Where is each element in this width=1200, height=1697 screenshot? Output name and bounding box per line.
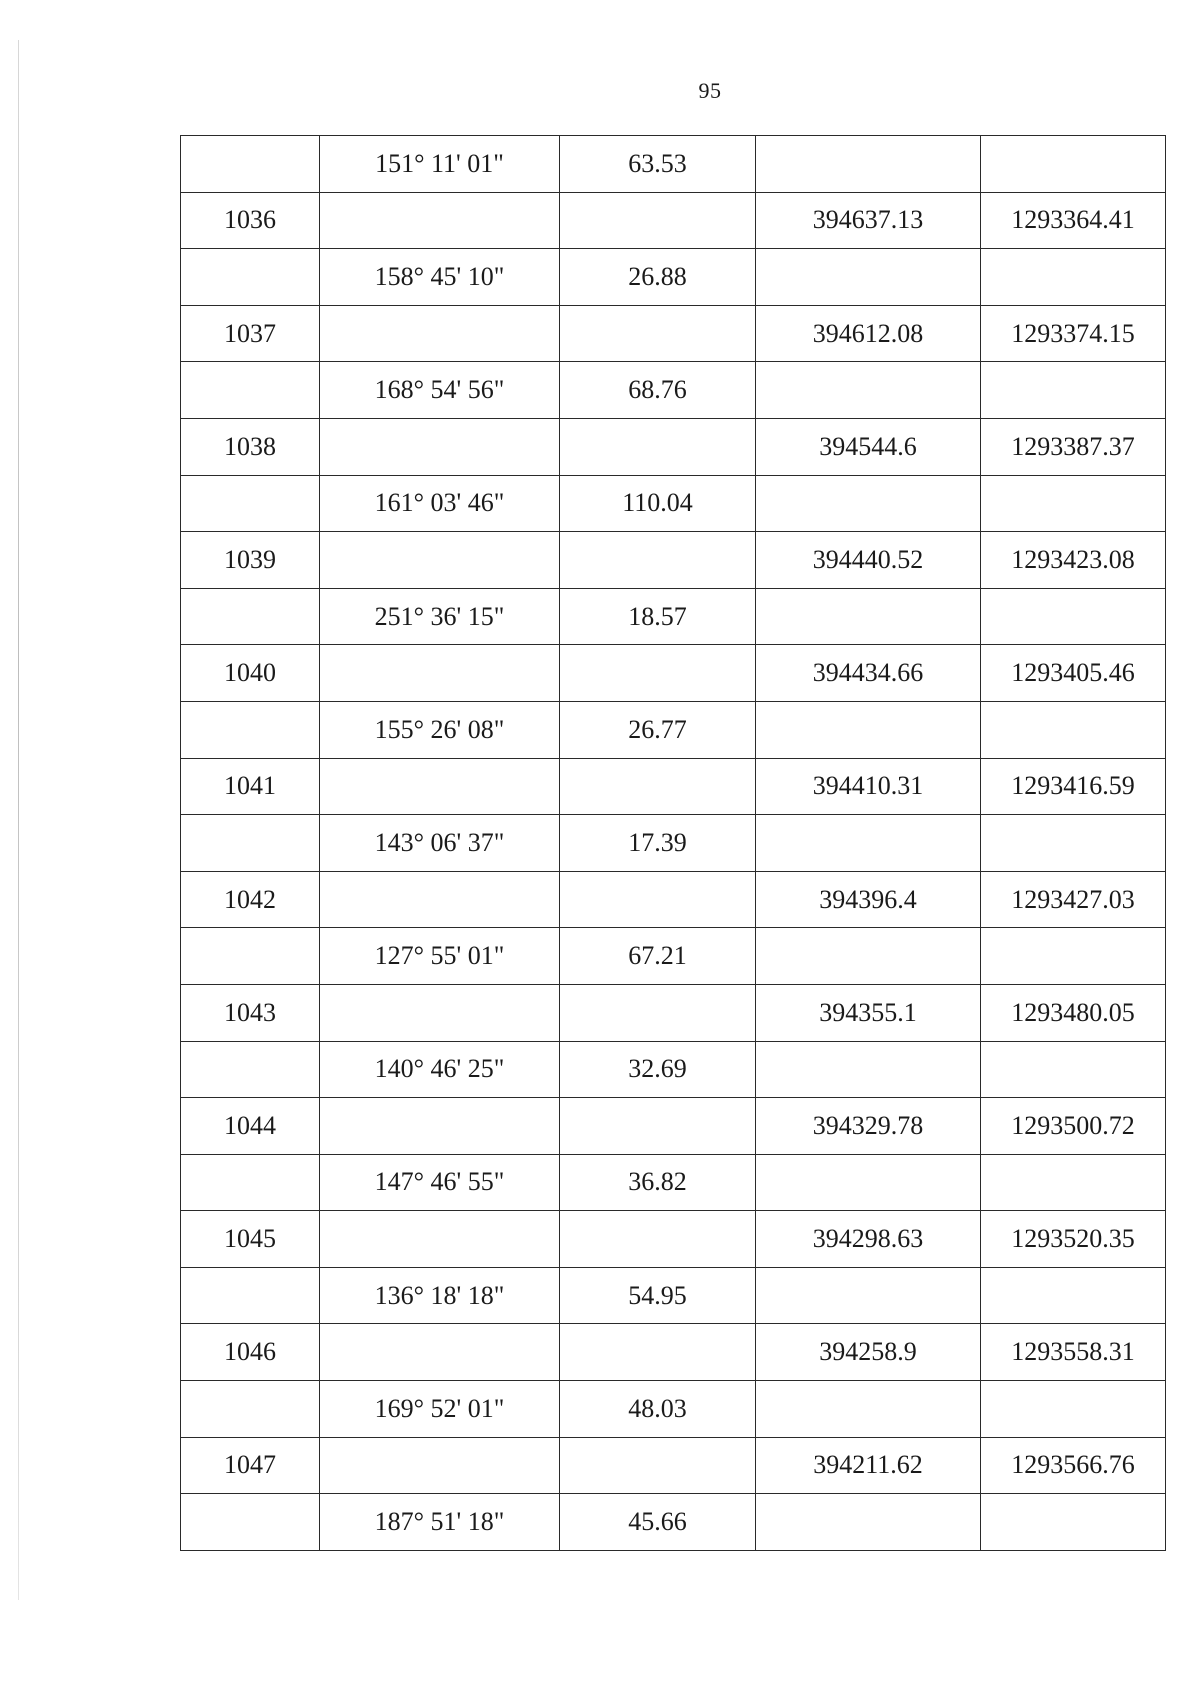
station-cell: 1047 (181, 1437, 320, 1494)
northing-cell: 394211.62 (756, 1437, 981, 1494)
bearing-cell: 147° 46' 55" (320, 1154, 560, 1211)
easting-cell (981, 588, 1166, 645)
northing-cell: 394355.1 (756, 984, 981, 1041)
distance-cell (560, 1098, 756, 1155)
bearing-cell (320, 645, 560, 702)
table-row (181, 1494, 1166, 1551)
easting-cell (981, 136, 1166, 193)
station-cell (181, 1041, 320, 1098)
station-cell (181, 815, 320, 872)
northing-cell (756, 588, 981, 645)
northing-cell: 394612.08 (756, 305, 981, 362)
easting-cell: 1293423.08 (981, 532, 1166, 589)
distance-cell: 48.03 (560, 1381, 756, 1438)
northing-cell (756, 815, 981, 872)
easting-cell: 1293520.35 (981, 1211, 1166, 1268)
easting-cell: 1293566.76 (981, 1437, 1166, 1494)
easting-cell: 1293387.37 (981, 418, 1166, 475)
northing-cell (756, 1041, 981, 1098)
distance-cell: 18.57 (560, 588, 756, 645)
station-cell (181, 1154, 320, 1211)
bearing-cell: 168° 54' 56" (320, 362, 560, 419)
table-row (181, 362, 1166, 419)
easting-cell (981, 1041, 1166, 1098)
distance-cell (560, 984, 756, 1041)
distance-cell (560, 871, 756, 928)
easting-cell (981, 815, 1166, 872)
easting-cell: 1293374.15 (981, 305, 1166, 362)
station-cell: 1042 (181, 871, 320, 928)
bearing-cell (320, 418, 560, 475)
table-row (181, 1154, 1166, 1211)
station-cell: 1045 (181, 1211, 320, 1268)
table-row (181, 475, 1166, 532)
station-cell: 1039 (181, 532, 320, 589)
easting-cell: 1293364.41 (981, 192, 1166, 249)
distance-cell: 68.76 (560, 362, 756, 419)
station-cell: 1044 (181, 1098, 320, 1155)
northing-cell (756, 1154, 981, 1211)
distance-cell (560, 192, 756, 249)
bearing-cell: 143° 06' 37" (320, 815, 560, 872)
bearing-cell (320, 192, 560, 249)
station-cell (181, 136, 320, 193)
station-cell (181, 701, 320, 758)
distance-cell: 26.88 (560, 249, 756, 306)
table-row (181, 815, 1166, 872)
northing-cell: 394410.31 (756, 758, 981, 815)
bearing-cell: 155° 26' 08" (320, 701, 560, 758)
bearing-cell: 187° 51' 18" (320, 1494, 560, 1551)
bearing-cell (320, 1211, 560, 1268)
northing-cell (756, 928, 981, 985)
easting-cell (981, 1267, 1166, 1324)
table-row (181, 871, 1166, 928)
station-cell: 1040 (181, 645, 320, 702)
distance-cell: 26.77 (560, 701, 756, 758)
table-row (181, 192, 1166, 249)
station-cell (181, 1494, 320, 1551)
table-row (181, 249, 1166, 306)
bearing-cell: 158° 45' 10" (320, 249, 560, 306)
station-cell: 1041 (181, 758, 320, 815)
station-cell (181, 249, 320, 306)
table-row (181, 984, 1166, 1041)
northing-cell: 394434.66 (756, 645, 981, 702)
station-cell: 1036 (181, 192, 320, 249)
survey-coordinates-table (180, 135, 1166, 1551)
page-number: 95 (698, 78, 722, 103)
easting-cell (981, 701, 1166, 758)
northing-cell (756, 701, 981, 758)
table-row (181, 1324, 1166, 1381)
distance-cell (560, 645, 756, 702)
bearing-cell (320, 758, 560, 815)
station-cell: 1046 (181, 1324, 320, 1381)
easting-cell (981, 1381, 1166, 1438)
station-cell (181, 362, 320, 419)
distance-cell: 36.82 (560, 1154, 756, 1211)
northing-cell (756, 1267, 981, 1324)
table-row (181, 1437, 1166, 1494)
easting-cell (981, 928, 1166, 985)
station-cell (181, 928, 320, 985)
station-cell (181, 1267, 320, 1324)
table-row (181, 928, 1166, 985)
table-row (181, 305, 1166, 362)
distance-cell: 45.66 (560, 1494, 756, 1551)
table-row (181, 758, 1166, 815)
northing-cell (756, 362, 981, 419)
table-row (181, 645, 1166, 702)
bearing-cell: 136° 18' 18" (320, 1267, 560, 1324)
bearing-cell: 161° 03' 46" (320, 475, 560, 532)
easting-cell (981, 1154, 1166, 1211)
bearing-cell (320, 871, 560, 928)
bearing-cell (320, 305, 560, 362)
table-row (181, 1041, 1166, 1098)
easting-cell (981, 249, 1166, 306)
table-row (181, 1381, 1166, 1438)
easting-cell: 1293500.72 (981, 1098, 1166, 1155)
bearing-cell (320, 1324, 560, 1381)
bearing-cell (320, 1098, 560, 1155)
easting-cell (981, 362, 1166, 419)
distance-cell (560, 1211, 756, 1268)
easting-cell: 1293480.05 (981, 984, 1166, 1041)
distance-cell: 32.69 (560, 1041, 756, 1098)
survey-table-body (181, 136, 1166, 1551)
station-cell (181, 588, 320, 645)
station-cell (181, 1381, 320, 1438)
northing-cell: 394258.9 (756, 1324, 981, 1381)
distance-cell: 67.21 (560, 928, 756, 985)
northing-cell (756, 1381, 981, 1438)
station-cell: 1038 (181, 418, 320, 475)
distance-cell: 63.53 (560, 136, 756, 193)
distance-cell: 110.04 (560, 475, 756, 532)
bearing-cell: 169° 52' 01" (320, 1381, 560, 1438)
distance-cell (560, 1324, 756, 1381)
bearing-cell (320, 1437, 560, 1494)
easting-cell: 1293416.59 (981, 758, 1166, 815)
bearing-cell (320, 984, 560, 1041)
northing-cell (756, 475, 981, 532)
table-row (181, 136, 1166, 193)
easting-cell: 1293427.03 (981, 871, 1166, 928)
bearing-cell: 251° 36' 15" (320, 588, 560, 645)
station-cell (181, 475, 320, 532)
station-cell: 1043 (181, 984, 320, 1041)
bearing-cell: 140° 46' 25" (320, 1041, 560, 1098)
distance-cell (560, 305, 756, 362)
bearing-cell: 151° 11' 01" (320, 136, 560, 193)
table-row (181, 418, 1166, 475)
northing-cell (756, 136, 981, 193)
table-row (181, 1098, 1166, 1155)
distance-cell: 17.39 (560, 815, 756, 872)
distance-cell (560, 418, 756, 475)
bearing-cell (320, 532, 560, 589)
northing-cell: 394440.52 (756, 532, 981, 589)
table-row (181, 1211, 1166, 1268)
northing-cell (756, 249, 981, 306)
distance-cell (560, 758, 756, 815)
table-row (181, 701, 1166, 758)
easting-cell (981, 1494, 1166, 1551)
northing-cell: 394544.6 (756, 418, 981, 475)
distance-cell (560, 532, 756, 589)
northing-cell: 394637.13 (756, 192, 981, 249)
bearing-cell: 127° 55' 01" (320, 928, 560, 985)
table-row (181, 532, 1166, 589)
easting-cell: 1293558.31 (981, 1324, 1166, 1381)
distance-cell: 54.95 (560, 1267, 756, 1324)
scan-edge-line (18, 40, 19, 1600)
northing-cell: 394298.63 (756, 1211, 981, 1268)
easting-cell (981, 475, 1166, 532)
table-row (181, 588, 1166, 645)
easting-cell: 1293405.46 (981, 645, 1166, 702)
northing-cell (756, 1494, 981, 1551)
table-row (181, 1267, 1166, 1324)
northing-cell: 394396.4 (756, 871, 981, 928)
station-cell: 1037 (181, 305, 320, 362)
distance-cell (560, 1437, 756, 1494)
northing-cell: 394329.78 (756, 1098, 981, 1155)
